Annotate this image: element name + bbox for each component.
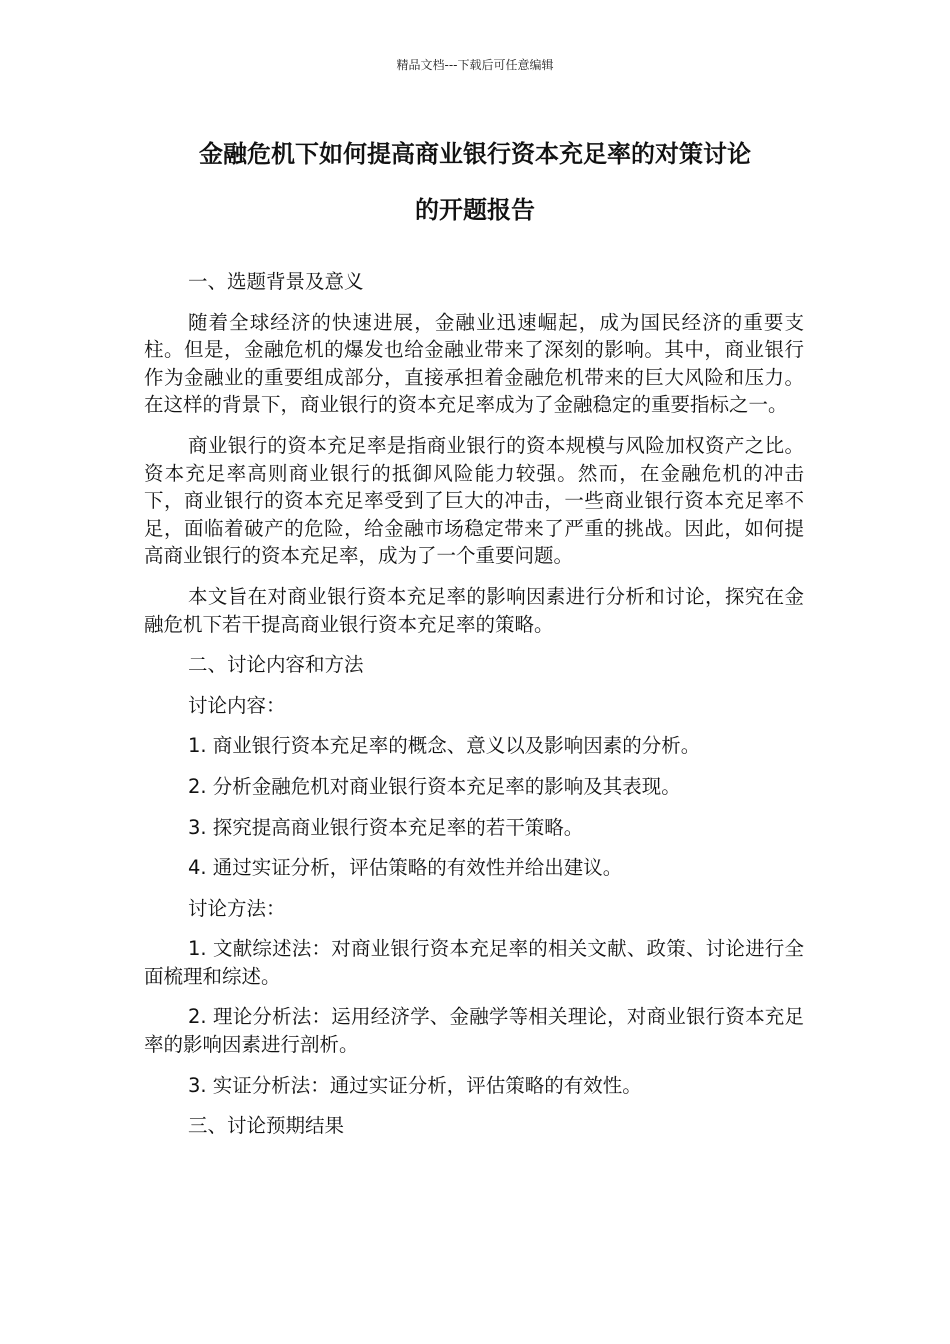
paragraph-background-2: 商业银行的资本充足率是指商业银行的资本规模与风险加权资产之比。资本充足率高则商业银行的抵御风险能力较强。然而，在金融危机的冲击下，商业银行的资本充足率受到了巨大的冲击，一些商业银行资本充足率不足，面临着破产的危险，给金融市场稳定带来了严重的挑战。因此，如何提高商业银行的资本充足率，成为了一个重要问题。 bbox=[144, 433, 804, 568]
list-item-method-3: 3. 实证分析法：通过实证分析，评估策略的有效性。 bbox=[188, 1073, 642, 1097]
list-item-content-1: 1. 商业银行资本充足率的概念、意义以及影响因素的分析。 bbox=[188, 734, 701, 758]
list-item-content-4: 4. 通过实证分析，评估策略的有效性并给出建议。 bbox=[188, 856, 623, 880]
list-item-method-2: 2. 理论分析法：运用经济学、金融学等相关理论，对商业银行资本充足率的影响因素进行剖析。 bbox=[144, 1005, 804, 1057]
subheading-methods: 讨论方法： bbox=[188, 896, 286, 920]
section-heading-expected-results: 三、讨论预期结果 bbox=[188, 1114, 345, 1138]
document-title-line-1: 金融危机下如何提高商业银行资本充足率的对策讨论 bbox=[199, 140, 751, 168]
section-heading-content-methods: 二、讨论内容和方法 bbox=[188, 653, 364, 677]
paragraph-background-1: 随着全球经济的快速进展，金融业迅速崛起，成为国民经济的重要支柱。但是，金融危机的爆发也给金融业带来了深刻的影响。其中，商业银行作为金融业的重要组成部分，直接承担着金融危机带来的巨大风险和压力。在这样的背景下，商业银行的资本充足率成为了金融稳定的重要指标之一。 bbox=[144, 310, 804, 417]
document-body bbox=[144, 268, 804, 1153]
list-item-method-1: 1. 文献综述法：对商业银行资本充足率的相关文献、政策、讨论进行全面梳理和综述。 bbox=[144, 937, 804, 988]
header-note: 精品文档---下载后可任意编辑 bbox=[396, 58, 554, 72]
paragraph-purpose: 本文旨在对商业银行资本充足率的影响因素进行分析和讨论，探究在金融危机下若干提高商业银行资本充足率的策略。 bbox=[144, 584, 804, 636]
list-item-content-2: 2. 分析金融危机对商业银行资本充足率的影响及其表现。 bbox=[188, 774, 681, 798]
list-item-content-3: 3. 探究提高商业银行资本充足率的若干策略。 bbox=[188, 815, 584, 839]
subheading-content: 讨论内容： bbox=[188, 693, 286, 717]
document-title-line-2: 的开题报告 bbox=[415, 196, 535, 224]
section-heading-background: 一、选题背景及意义 bbox=[188, 270, 364, 293]
